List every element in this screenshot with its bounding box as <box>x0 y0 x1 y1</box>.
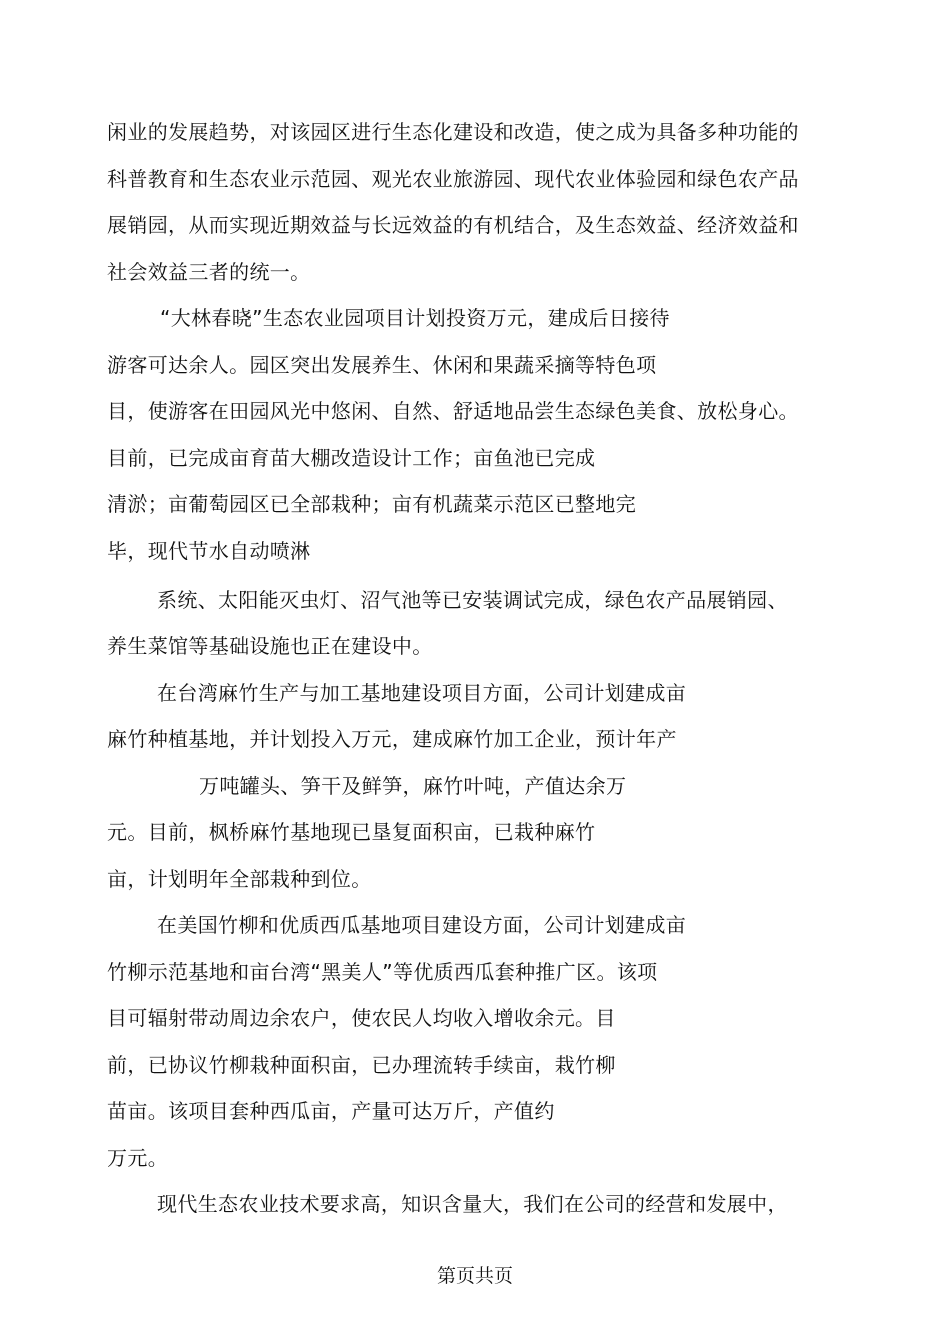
text-line: 目，使游客在田园风光中悠闲、自然、舒适地品尝生态绿色美食、放松身心。 <box>107 399 799 423</box>
text-line: 科普教育和生态农业示范园、观光农业旅游园、现代农业体验园和绿色农产品 <box>107 167 799 191</box>
text-line: 前，已协议竹柳栽种面积亩，已办理流转手续亩，栽竹柳 <box>107 1053 616 1077</box>
text-line: 苗亩。该项目套种西瓜亩，产量可达万斤，产值约 <box>107 1099 555 1123</box>
text-line: 万吨罐头、笋干及鲜笋，麻竹叶吨，产值达余万 <box>199 774 627 798</box>
text-line: 目前，已完成亩育苗大棚改造设计工作；亩鱼池已完成 <box>107 446 596 470</box>
text-line: 在台湾麻竹生产与加工基地建设项目方面，公司计划建成亩 <box>157 681 687 705</box>
text-line: 毕，现代节水自动喷淋 <box>107 539 311 563</box>
text-line: 清淤；亩葡萄园区已全部栽种；亩有机蔬菜示范区已整地完 <box>107 492 637 516</box>
text-line: 现代生态农业技术要求高，知识含量大，我们在公司的经营和发展中， <box>157 1192 788 1216</box>
text-line: 系统、太阳能灭虫灯、沼气池等已安装调试完成，绿色农产品展销园、 <box>157 588 788 612</box>
text-line: 社会效益三者的统一。 <box>107 260 311 284</box>
text-line: 目可辐射带动周边余农户，使农民人均收入增收余元。目 <box>107 1006 616 1030</box>
text-line: 麻竹种植基地，并计划投入万元，建成麻竹加工企业，预计年产 <box>107 727 677 751</box>
text-line: 竹柳示范基地和亩台湾“黑美人”等优质西瓜套种推广区。该项 <box>107 960 658 984</box>
text-line: 在美国竹柳和优质西瓜基地项目建设方面，公司计划建成亩 <box>157 913 687 937</box>
page-footer: 第页共页 <box>436 1265 513 1287</box>
text-line: “大林春晓”生态农业园项目计划投资万元，建成后日接待 <box>160 306 670 330</box>
text-line: 养生菜馆等基础设施也正在建设中。 <box>107 634 433 658</box>
text-line: 闲业的发展趋势，对该园区进行生态化建设和改造，使之成为具备多种功能的 <box>107 120 799 144</box>
text-line: 元。目前，枫桥麻竹基地现已垦复面积亩，已栽种麻竹 <box>107 820 596 844</box>
text-line: 游客可达余人。园区突出发展养生、休闲和果蔬采摘等特色项 <box>107 353 657 377</box>
text-line: 亩，计划明年全部栽种到位。 <box>107 867 372 891</box>
text-line: 万元。 <box>107 1146 169 1170</box>
text-line: 展销园，从而实现近期效益与长远效益的有机结合，及生态效益、经济效益和 <box>107 213 799 237</box>
